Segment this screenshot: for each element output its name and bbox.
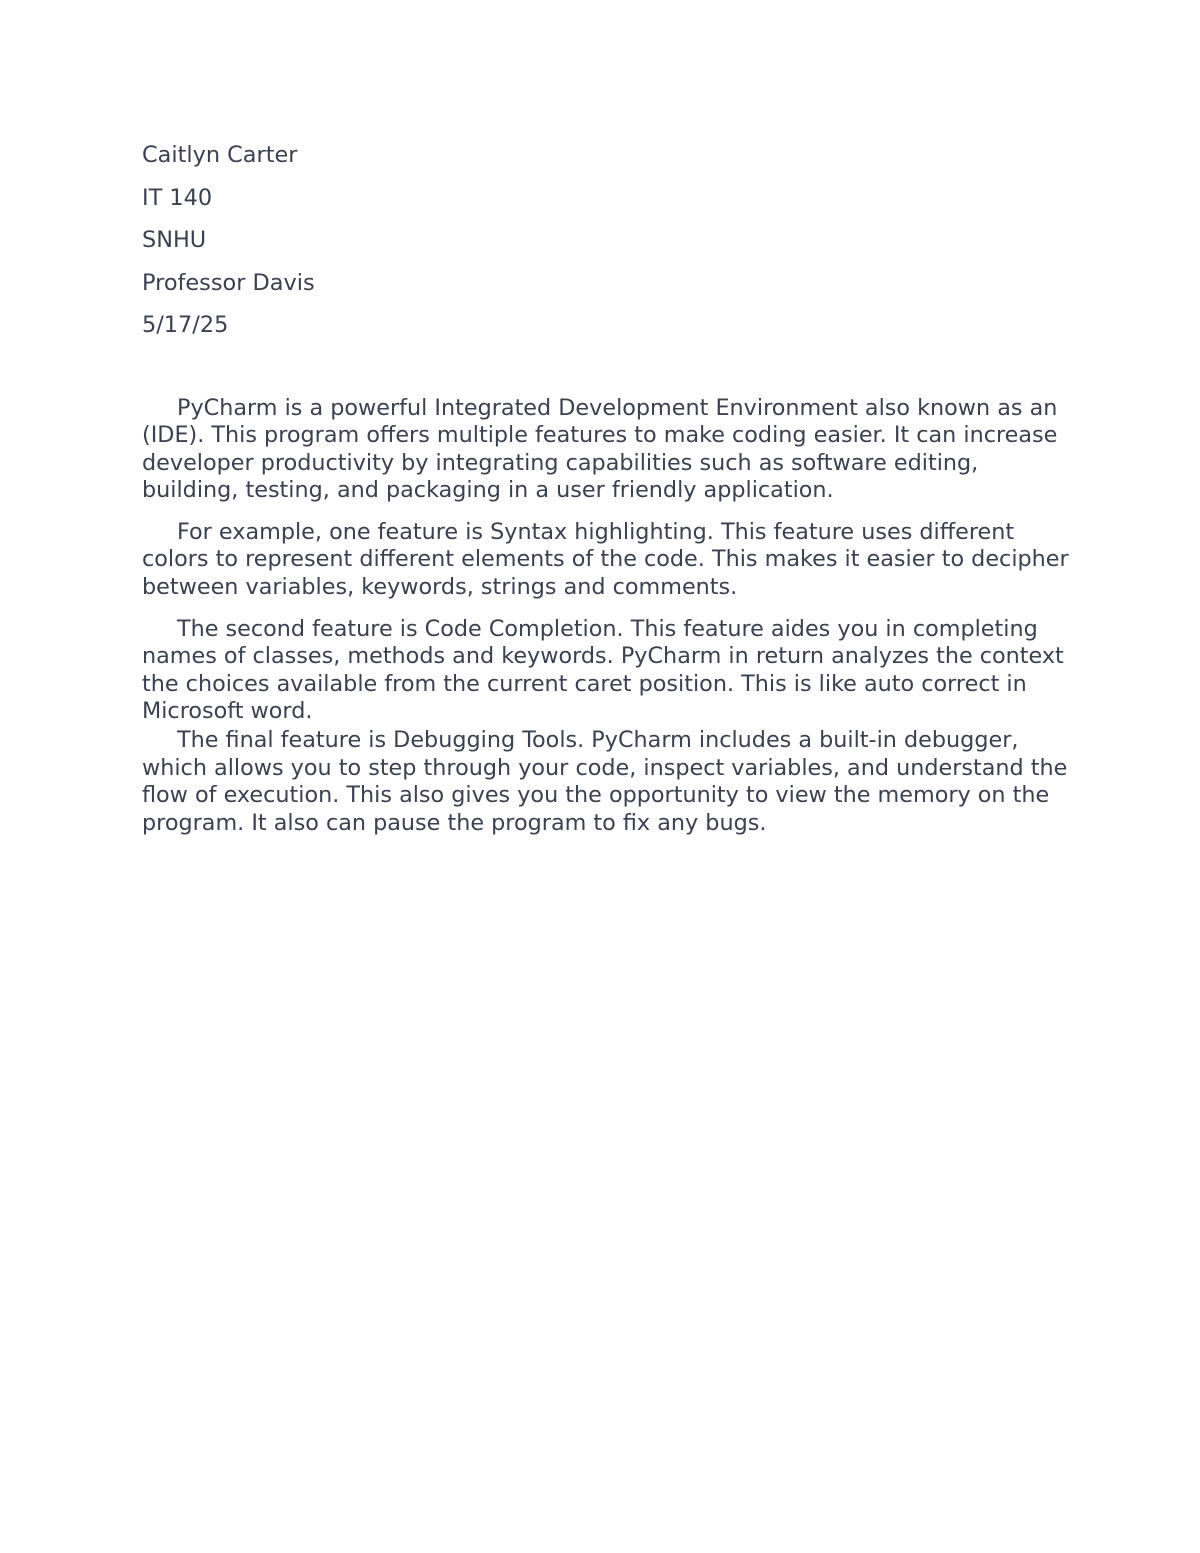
paragraph-code-completion: The second feature is Code Completion. This feature aides you in completing names of classes, methods and keywords. PyCharm in return analyzes the context the choices available from the current caret position. This is like auto correct in Microsoft word. <box>142 615 1064 725</box>
professor-name: Professor Davis <box>142 269 315 296</box>
course-code: IT 140 <box>142 184 213 211</box>
document-body <box>142 138 1072 837</box>
paragraph-debugging-tools: The final feature is Debugging Tools. PyCharm includes a built-in debugger, which allows you to step through your code, inspect variables, and understand the flow of execution. This also gives you the opportunity to view the memory on the program. It also can pause the program to fix any bugs. <box>142 727 1068 836</box>
paragraph-syntax-highlighting: For example, one feature is Syntax highlighting. This feature uses different colors to represent different elements of the code. This makes it easier to decipher between variables, keywords, strings and comments. <box>142 518 1069 601</box>
school-name: SNHU <box>142 227 207 253</box>
paragraph-intro: PyCharm is a powerful Integrated Development Environment also known as an (IDE). This program offers multiple features to make coding easier. It can increase developer productivity by integrating capabilities such as software editing, building, testing, and packaging in a user friendly application. <box>142 394 1058 504</box>
document-date: 5/17/25 <box>142 312 229 338</box>
header-spacer <box>142 351 1072 395</box>
author-name: Caitlyn Carter <box>142 142 298 168</box>
